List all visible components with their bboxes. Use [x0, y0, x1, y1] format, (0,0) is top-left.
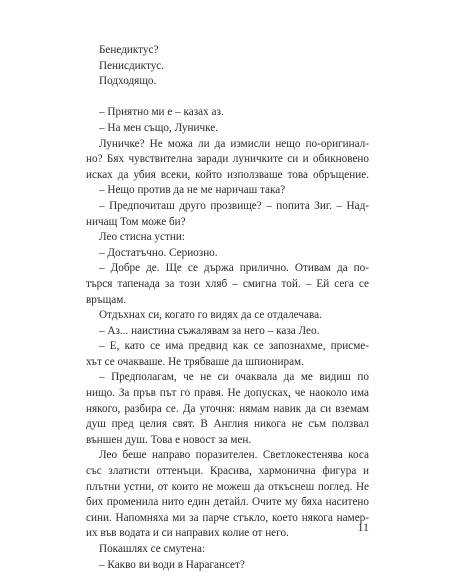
text-line: – Е, като се има предвид как се запознахме, присме- — [99, 340, 369, 353]
text-line: сини. Напомняха ми за парче стъкло, което някога намер- — [86, 511, 369, 524]
text-line: външен душ. Това е новост за мен. — [86, 433, 252, 446]
text-line: плътни устни, от които не можеш да откъснеш поглед. Не — [86, 480, 369, 493]
text-line: със златисти оттенъци. Красива, хармонична фигура и — [86, 465, 369, 478]
text-line: – Добре де. Ще се държа прилично. Отивам да по- — [99, 262, 369, 275]
text-line: Пенисдиктус. — [99, 59, 165, 72]
text-line: – Достатъчно. Сериозно. — [99, 246, 218, 259]
text-line: – На мен също, Луничке. — [99, 121, 219, 134]
text-line: – Аз... наистина съжалявам за него – каза Лео. — [99, 324, 320, 337]
body-text — [86, 43, 369, 573]
text-line: – Предпочиташ друго прозвище? – попита Зиг. – Над- — [99, 199, 369, 212]
text-line: – Какво ви води в Нарагансет? — [99, 558, 245, 571]
paragraph-gap — [86, 90, 369, 106]
text-line: Лео беше направо поразителен. Светлокестенява коса — [99, 449, 369, 462]
text-line: Луничке? Не можа ли да измисли нещо по-оригинал- — [99, 137, 369, 150]
page-number: 11 — [357, 520, 369, 534]
text-line: душ пред целия свят. В Англия никога не съм ползвал — [86, 418, 369, 431]
text-line: Отдъхнах си, когато го видях да се отдалечава. — [99, 309, 322, 322]
text-line: Лео стисна устни: — [99, 231, 185, 244]
text-line: их във водата и си направих колие от него. — [86, 527, 289, 540]
text-line: нищо. За пръв път го правя. Не допусках, че наоколо има — [86, 387, 369, 400]
text-line: хът се очакваше. Не трябваше да шпионирам. — [86, 355, 304, 368]
text-line: – Приятно ми е – казах аз. — [99, 106, 224, 119]
text-line: но? Бях чувствителна заради луничките си и обикновено — [86, 153, 369, 166]
text-line: исках да убия всеки, който използваше това обръщение. — [86, 168, 369, 181]
text-line: Покашлях се смутена: — [99, 543, 206, 555]
text-line: – Предполагам, че не си очаквала да ме видиш по — [99, 371, 369, 384]
text-line: Бенедиктус? — [99, 44, 159, 56]
text-line: връщам. — [86, 293, 127, 306]
text-line: търся тапенада за този хляб – смигна той. – Ей сега се — [86, 277, 369, 290]
text-line: някого, разбира се. Да уточня: нямам навик да си вземам — [86, 402, 369, 415]
text-line: – Нещо против да не ме наричаш така? — [99, 184, 286, 197]
text-line: ничащ Том може би? — [86, 215, 186, 228]
text-line: бих променила нито един детайл. Очите му бяха наситено — [86, 496, 369, 509]
text-line: Подходящо. — [99, 75, 157, 88]
